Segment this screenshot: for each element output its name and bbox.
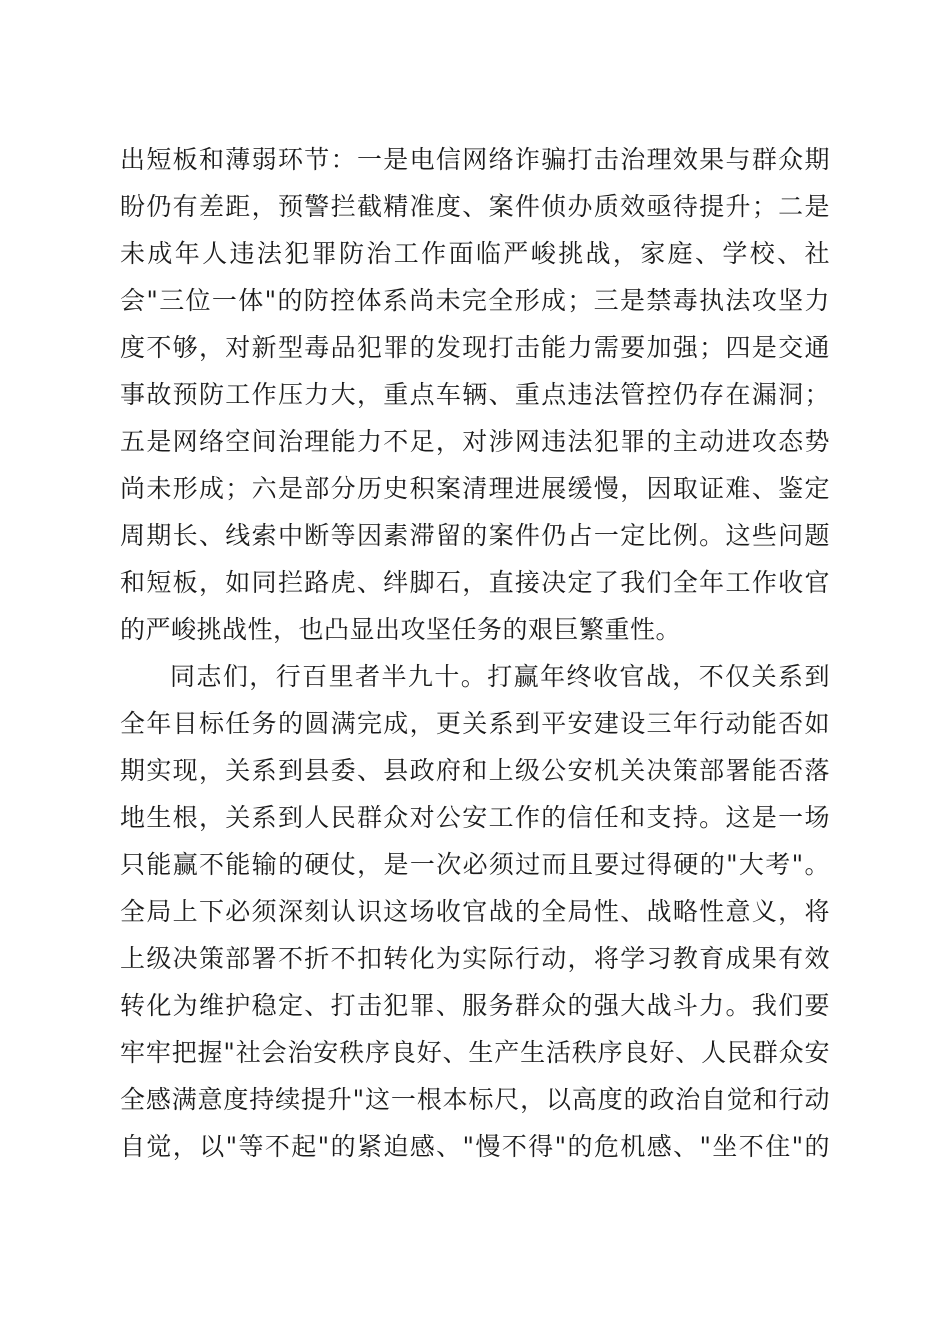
text-line-6: 事故预防工作压力大，重点车辆、重点违法管控仍存在漏洞； — [120, 380, 830, 409]
text-line-10: 和短板，如同拦路虎、绊脚石，直接决定了我们全年工作收官 — [120, 568, 830, 597]
text-line-17: 全局上下必须深刻认识这场收官战的全局性、战略性意义，将 — [120, 897, 830, 926]
text-line-18: 上级决策部署不折不扣转化为实际行动，将学习教育成果有效 — [120, 944, 830, 973]
text-line-22: 自觉，以"等不起"的紧迫感、"慢不得"的危机感、"坐不住"的 — [120, 1132, 830, 1161]
text-line-7: 五是网络空间治理能力不足，对涉网违法犯罪的主动进攻态势 — [120, 427, 830, 456]
text-line-12: 同志们，行百里者半九十。打赢年终收官战，不仅关系到 — [170, 662, 830, 691]
text-line-15: 地生根，关系到人民群众对公安工作的信任和支持。这是一场 — [120, 803, 830, 832]
text-line-21: 全感满意度持续提升"这一根本标尺，以高度的政治自觉和行动 — [120, 1085, 830, 1114]
text-line-5: 度不够，对新型毒品犯罪的发现打击能力需要加强；四是交通 — [120, 333, 830, 362]
text-line-13: 全年目标任务的圆满完成，更关系到平安建设三年行动能否如 — [120, 709, 830, 738]
text-line-1: 出短板和薄弱环节：一是电信网络诈骗打击治理效果与群众期 — [120, 145, 830, 174]
text-line-8: 尚未形成；六是部分历史积案清理进展缓慢，因取证难、鉴定 — [120, 474, 830, 503]
text-line-4: 会"三位一体"的防控体系尚未完全形成；三是禁毒执法攻坚力 — [120, 286, 830, 315]
text-line-19: 转化为维护稳定、打击犯罪、服务群众的强大战斗力。我们要 — [120, 991, 830, 1020]
text-line-9: 周期长、线索中断等因素滞留的案件仍占一定比例。这些问题 — [120, 521, 830, 550]
text-line-14: 期实现，关系到县委、县政府和上级公安机关决策部署能否落 — [120, 756, 830, 785]
text-line-11: 的严峻挑战性，也凸显出攻坚任务的艰巨繁重性。 — [120, 615, 682, 644]
text-line-2: 盼仍有差距，预警拦截精准度、案件侦办质效亟待提升；二是 — [120, 192, 830, 221]
text-line-20: 牢牢把握"社会治安秩序良好、生产生活秩序良好、人民群众安 — [120, 1038, 830, 1067]
text-line-3: 未成年人违法犯罪防治工作面临严峻挑战，家庭、学校、社 — [120, 239, 830, 268]
text-line-16: 只能赢不能输的硬仗，是一次必须过而且要过得硬的"大考"。 — [120, 850, 830, 879]
